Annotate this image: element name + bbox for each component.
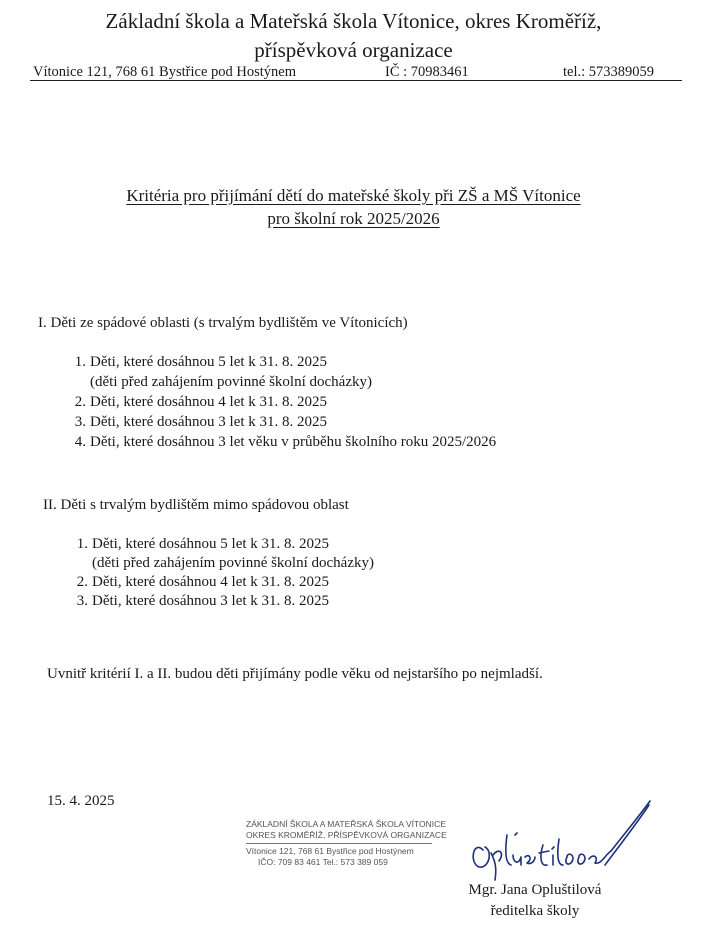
list-number: 2. [76,574,88,590]
document-title: Kritéria pro přijímání dětí do mateřské školy při ZŠ a MŠ Vítonice [126,186,581,205]
section-1-heading: I. Děti ze spádové oblasti (s trvalým bydlištěm ve Vítonicích) [38,315,408,331]
stamp-line: Vítonice 121, 768 61 Bystřice pod Hostýnem [246,846,414,856]
document-date: 15. 4. 2025 [47,793,115,809]
signatory-name: Mgr. Jana Opluštilová [468,882,602,898]
admission-note: Uvnitř kritérií I. a II. budou děti přijímány podle věku od nejstaršího po nejmladší. [47,666,543,682]
list-item-text: Děti, které dosáhnou 4 let k 31. 8. 2025 [92,574,330,590]
list-number: 3. [76,593,88,609]
school-name: Základní škola a Mateřská škola Vítonice, okres Kroměříž, [105,9,602,33]
stamp-line: IČO: 709 83 461 Tel.: 573 389 059 [258,857,388,867]
list-item-text: Děti, které dosáhnou 3 let věku v průběhu školního roku 2025/2026 [90,434,497,450]
list-item-text: Děti, které dosáhnou 5 let k 31. 8. 2025 [92,536,330,552]
stamp-line: ZÁKLADNÍ ŠKOLA A MATEŘSKÁ ŠKOLA VÍTONICE [246,819,446,829]
stamp-line: OKRES KROMĚŘÍŽ, PŘÍSPĚVKOVÁ ORGANIZACE [246,830,447,840]
list-item-text: Děti, které dosáhnou 3 let k 31. 8. 2025 [90,414,328,430]
signatory-role: ředitelka školy [490,903,580,919]
list-item-note: (děti před zahájením povinné školní docházky) [90,374,372,390]
list-item-note: (děti před zahájením povinné školní docházky) [92,555,374,571]
school-phone: tel.: 573389059 [563,64,655,80]
section-2-heading: II. Děti s trvalým bydlištěm mimo spádovou oblast [43,497,349,513]
stamp-divider [246,843,432,844]
list-number: 4. [74,434,86,450]
signatory [445,880,625,922]
handwritten-signature [455,795,655,885]
list-item-text: Děti, které dosáhnou 3 let k 31. 8. 2025 [92,593,330,609]
school-address: Vítonice 121, 768 61 Bystřice pod Hostýnem [33,64,296,80]
list-item-text: Děti, které dosáhnou 4 let k 31. 8. 2025 [90,394,328,410]
list-number: 2. [74,394,86,410]
school-org-type: příspěvková organizace [254,38,453,62]
letterhead-divider [30,80,682,81]
list-number: 1. [76,536,88,552]
list-item-text: Děti, které dosáhnou 5 let k 31. 8. 2025 [90,354,328,370]
list-number: 3. [74,414,86,430]
document-subtitle: pro školní rok 2025/2026 [267,209,440,228]
list-number: 1. [74,354,86,370]
school-ico: IČ : 70983461 [385,64,469,80]
school-stamp [246,819,456,868]
